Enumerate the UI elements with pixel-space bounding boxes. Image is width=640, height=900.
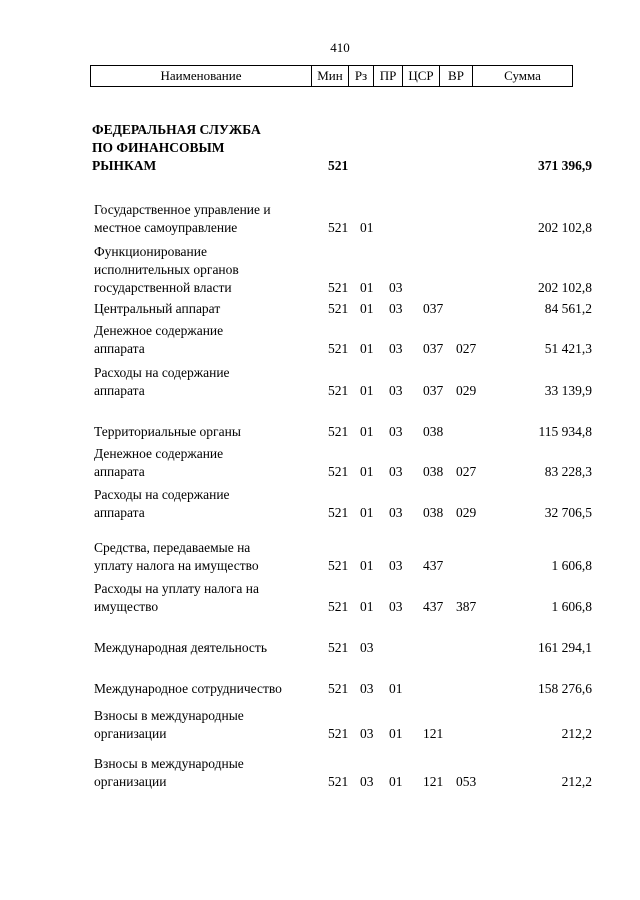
row-min-code: 521 xyxy=(328,341,349,356)
row-sum: 158 276,6 xyxy=(538,681,592,696)
row-pr-code: 03 xyxy=(389,383,403,398)
row-vr-code: 027 xyxy=(456,341,477,356)
row-csr-code: 037 xyxy=(423,301,444,316)
row-min-code: 521 xyxy=(328,558,349,573)
row-name: Государственное управление и местное самоуправление xyxy=(94,202,271,235)
row-rz-code: 01 xyxy=(360,599,374,614)
row-rz-code: 01 xyxy=(360,505,374,520)
row-pr-code: 03 xyxy=(389,424,403,439)
row-vr-code: 387 xyxy=(456,599,477,614)
row-sum: 202 102,8 xyxy=(538,220,592,235)
row-rz-code: 03 xyxy=(360,681,374,696)
row-csr-code: 037 xyxy=(423,341,444,356)
row-rz-code: 01 xyxy=(360,301,374,316)
row-sum: 115 934,8 xyxy=(538,424,592,439)
row-name: Международное сотрудничество xyxy=(94,681,282,696)
row-name: Международная деятельность xyxy=(94,640,267,655)
row-pr-code: 03 xyxy=(389,280,403,295)
row-csr-code: 038 xyxy=(423,464,444,479)
row-name: Взносы в международные организации xyxy=(94,708,244,741)
row-rz-code: 03 xyxy=(360,640,374,655)
row-csr-code: 038 xyxy=(423,505,444,520)
row-min-code: 521 xyxy=(328,383,349,398)
column-header-table xyxy=(90,65,573,87)
row-pr-code: 03 xyxy=(389,301,403,316)
row-sum: 212,2 xyxy=(561,774,592,789)
table-row xyxy=(0,177,640,237)
row-csr-code: 037 xyxy=(423,383,444,398)
row-pr-code: 01 xyxy=(389,774,403,789)
row-name: ФЕДЕРАЛЬНАЯ СЛУЖБА ПО ФИНАНСОВЫМ РЫНКАМ xyxy=(92,122,261,173)
row-rz-code: 01 xyxy=(360,464,374,479)
row-pr-code: 01 xyxy=(389,681,403,696)
col-header-rz: Рз xyxy=(349,66,374,87)
row-min-code: 521 xyxy=(328,424,349,439)
col-header-csr: ЦСР xyxy=(403,66,440,87)
row-min-code: 521 xyxy=(328,774,349,789)
row-pr-code: 03 xyxy=(389,341,403,356)
row-sum: 51 421,3 xyxy=(544,341,592,356)
column-header-row xyxy=(91,66,573,87)
row-csr-code: 121 xyxy=(423,774,444,789)
row-min-code: 521 xyxy=(328,726,349,741)
row-vr-code: 029 xyxy=(456,505,477,520)
row-csr-code: 038 xyxy=(423,424,444,439)
row-rz-code: 03 xyxy=(360,726,374,741)
row-min-code: 521 xyxy=(328,599,349,614)
row-sum: 32 706,5 xyxy=(544,505,592,520)
row-name: Средства, передаваемые на уплату налога на имущество xyxy=(94,540,259,573)
row-vr-code: 029 xyxy=(456,383,477,398)
row-min-code: 521 xyxy=(328,280,349,295)
page-number: 410 xyxy=(330,40,350,55)
row-csr-code: 437 xyxy=(423,599,444,614)
row-rz-code: 01 xyxy=(360,558,374,573)
row-sum: 202 102,8 xyxy=(538,280,592,295)
row-min-code: 521 xyxy=(328,158,349,173)
row-vr-code: 027 xyxy=(456,464,477,479)
col-header-name: Наименование xyxy=(91,66,312,87)
row-min-code: 521 xyxy=(328,220,349,235)
row-min-code: 521 xyxy=(328,505,349,520)
row-rz-code: 01 xyxy=(360,424,374,439)
row-name: Денежное содержание аппарата xyxy=(94,446,224,479)
row-vr-code: 053 xyxy=(456,774,477,789)
row-rz-code: 01 xyxy=(360,220,374,235)
row-name: Денежное содержание аппарата xyxy=(94,323,224,356)
col-header-vr: ВР xyxy=(440,66,473,87)
row-min-code: 521 xyxy=(328,681,349,696)
col-header-pr: ПР xyxy=(374,66,403,87)
table-row xyxy=(0,115,640,175)
row-sum: 371 396,9 xyxy=(538,158,592,173)
row-sum: 212,2 xyxy=(561,726,592,741)
row-name: Расходы на содержание аппарата xyxy=(94,487,230,520)
row-name: Взносы в международные организации xyxy=(94,756,244,789)
col-header-sum: Сумма xyxy=(473,66,573,87)
row-rz-code: 01 xyxy=(360,280,374,295)
row-min-code: 521 xyxy=(328,640,349,655)
row-name: Центральный аппарат xyxy=(94,301,221,316)
row-rz-code: 01 xyxy=(360,383,374,398)
row-pr-code: 03 xyxy=(389,599,403,614)
table-row xyxy=(0,462,640,522)
row-min-code: 521 xyxy=(328,464,349,479)
row-name: Территориальные органы xyxy=(94,424,241,439)
row-sum: 33 139,9 xyxy=(544,383,592,398)
row-name: Расходы на уплату налога на имущество xyxy=(94,581,259,614)
row-sum: 161 294,1 xyxy=(538,640,592,655)
col-header-min: Мин xyxy=(312,66,349,87)
row-rz-code: 03 xyxy=(360,774,374,789)
table-row xyxy=(0,731,640,791)
row-csr-code: 437 xyxy=(423,558,444,573)
row-csr-code: 121 xyxy=(423,726,444,741)
row-sum: 83 228,3 xyxy=(544,464,592,479)
row-sum: 84 561,2 xyxy=(544,301,592,316)
row-pr-code: 03 xyxy=(389,558,403,573)
row-pr-code: 01 xyxy=(389,726,403,741)
row-sum: 1 606,8 xyxy=(551,558,592,573)
row-pr-code: 03 xyxy=(389,464,403,479)
row-name: Расходы на содержание аппарата xyxy=(94,365,230,398)
row-sum: 1 606,8 xyxy=(551,599,592,614)
row-min-code: 521 xyxy=(328,301,349,316)
row-pr-code: 03 xyxy=(389,505,403,520)
row-name: Функционирование исполнительных органов государственной власти xyxy=(94,244,239,295)
row-rz-code: 01 xyxy=(360,341,374,356)
